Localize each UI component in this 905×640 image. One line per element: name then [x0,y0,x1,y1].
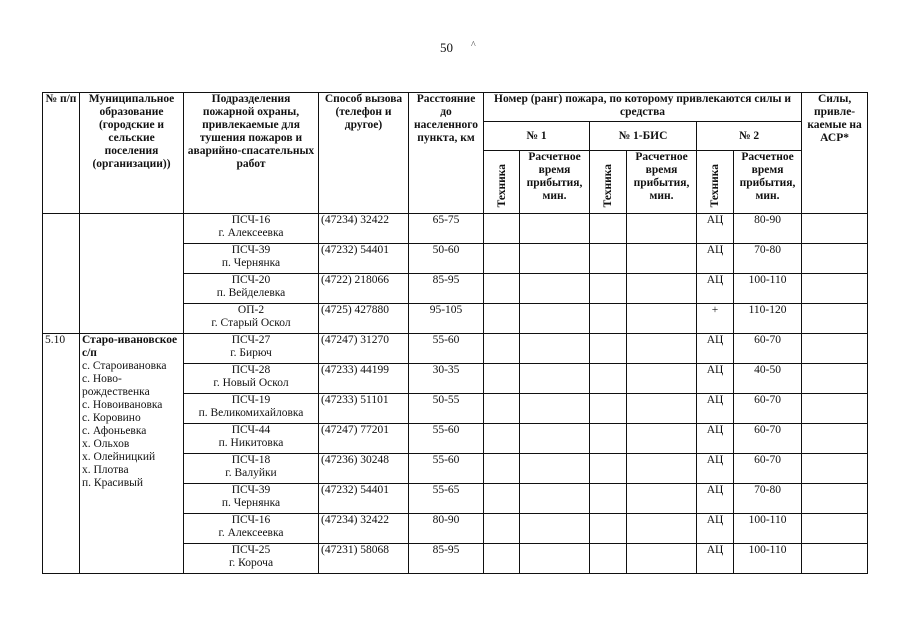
unit-cell [184,454,319,484]
unit-location: п. Великомихайловка [198,407,304,419]
arrival-1bis-cell [627,244,697,274]
tech-1bis-cell [590,454,627,484]
unit-location: г. Старый Оскол [211,317,291,329]
tech-2-cell: АЦ [697,334,734,364]
settlement-item: с. Афоньевка [82,425,147,437]
arrival-1bis-cell [627,424,697,454]
phone-cell: (47236) 30248 [319,454,409,484]
asr-cell [802,274,868,304]
municipality-name: Старо-ивановское с/п [82,334,178,359]
tech-1-cell [484,214,520,244]
header-distance: Расстояние до населенного пункта, км [409,93,484,214]
distance-cell: 30-35 [409,364,484,394]
unit-cell [184,514,319,544]
tech-2-cell: + [697,304,734,334]
unit-name: ПСЧ-19 [231,394,271,406]
arrival-2-cell: 70-80 [734,244,802,274]
municipal-cell [80,214,184,334]
arrival-2-cell: 60-70 [734,424,802,454]
distance-cell: 50-60 [409,244,484,274]
distance-cell: 55-60 [409,334,484,364]
asr-cell [802,304,868,334]
arrival-2-cell: 110-120 [734,304,802,334]
tech-1bis-cell [590,304,627,334]
header-subdivisions: Подразделения пожарной охраны, привлекаемые для тушения пожаров и аварийно-спасательных работ [184,93,319,214]
phone-cell: (47231) 58068 [319,544,409,574]
header-tech-1bis: Техника [590,151,627,214]
distance-cell: 95-105 [409,304,484,334]
arrival-1-cell [520,334,590,364]
arrival-1-cell [520,484,590,514]
tech-1-cell [484,424,520,454]
arrival-2-cell: 80-90 [734,214,802,244]
unit-cell [184,304,319,334]
tech-2-cell: АЦ [697,424,734,454]
tech-1-cell [484,334,520,364]
tech-1-cell [484,364,520,394]
tech-1bis-cell [590,514,627,544]
arrival-2-cell: 100-110 [734,544,802,574]
unit-location: п. Чернянка [221,497,281,509]
arrival-1bis-cell [627,514,697,544]
arrival-1bis-cell [627,304,697,334]
arrival-1-cell [520,514,590,544]
distance-cell: 55-60 [409,424,484,454]
distance-cell: 85-95 [409,544,484,574]
arrival-2-cell: 40-50 [734,364,802,394]
tech-1-cell [484,514,520,544]
arrival-1bis-cell [627,274,697,304]
unit-location: г. Валуйки [225,467,277,479]
unit-location: г. Алексеевка [218,227,284,239]
asr-cell [802,214,868,244]
settlement-item: п. Красивый [82,477,143,489]
unit-name: ПСЧ-16 [231,214,271,226]
header-municipal: Муниципальное образование (городские и сельские поселения (организации)) [80,93,184,214]
distance-cell: 50-55 [409,394,484,424]
tech-2-cell: АЦ [697,484,734,514]
asr-cell [802,424,868,454]
distance-cell: 55-65 [409,484,484,514]
arrival-1-cell [520,214,590,244]
table-row [43,214,868,244]
unit-cell [184,244,319,274]
distance-cell: 65-75 [409,214,484,244]
header-num: № п/п [43,93,80,214]
unit-location: п. Вейделевка [216,287,286,299]
header-arrival-1bis: Расчетное время прибытия, мин. [627,151,697,214]
unit-cell [184,394,319,424]
tech-1-cell [484,454,520,484]
arrival-2-cell: 60-70 [734,454,802,484]
header-fire-rank: Номер (ранг) пожара, по которому привлекаются силы и средства [484,93,802,122]
phone-cell: (47233) 51101 [319,394,409,424]
arrival-1-cell [520,394,590,424]
tech-1bis-cell [590,364,627,394]
tech-1bis-cell [590,244,627,274]
asr-cell [802,544,868,574]
arrival-1bis-cell [627,334,697,364]
phone-cell: (47233) 44199 [319,364,409,394]
unit-cell [184,274,319,304]
unit-name: ПСЧ-16 [231,514,271,526]
unit-cell [184,424,319,454]
unit-cell [184,544,319,574]
unit-name: ПСЧ-44 [231,424,271,436]
tech-1bis-cell [590,214,627,244]
arrival-1bis-cell [627,394,697,424]
header-rank-2: № 2 [697,122,802,151]
unit-location: г. Новый Оскол [213,377,289,389]
arrival-1-cell [520,454,590,484]
unit-name: ПСЧ-39 [231,244,271,256]
tech-1bis-cell [590,544,627,574]
section-number: 5.10 [43,334,80,574]
settlement-item: с. Ново-рождественка [82,373,150,398]
header-asr: Силы, привле-каемые на АСР* [802,93,868,214]
unit-name: ОП-2 [237,304,265,316]
unit-cell [184,214,319,244]
arrival-2-cell: 60-70 [734,334,802,364]
arrival-1bis-cell [627,544,697,574]
asr-cell [802,514,868,544]
num-cell [43,214,80,334]
arrival-1-cell [520,244,590,274]
tech-1bis-cell [590,394,627,424]
fire-forces-table [42,92,868,574]
asr-cell [802,364,868,394]
unit-location: г. Алексеевка [218,527,284,539]
tech-1bis-cell [590,334,627,364]
table-row [43,334,868,364]
tech-1-cell [484,394,520,424]
arrival-1-cell [520,424,590,454]
distance-cell: 80-90 [409,514,484,544]
phone-cell: (47247) 31270 [319,334,409,364]
tech-2-cell: АЦ [697,214,734,244]
unit-cell [184,364,319,394]
unit-name: ПСЧ-18 [231,454,271,466]
settlement-item: х. Плотва [82,464,129,476]
header-arrival-2: Расчетное время прибытия, мин. [734,151,802,214]
arrival-1bis-cell [627,454,697,484]
asr-cell [802,484,868,514]
header-tech-2: Техника [697,151,734,214]
tech-2-cell: АЦ [697,514,734,544]
phone-cell: (47234) 32422 [319,214,409,244]
unit-name: ПСЧ-25 [231,544,271,556]
municipal-cell [80,334,184,574]
asr-cell [802,454,868,484]
settlement-item: с. Новоивановка [82,399,163,411]
arrival-1bis-cell [627,364,697,394]
arrival-2-cell: 100-110 [734,274,802,304]
header-call-method: Способ вызова (телефон и другое) [319,93,409,214]
unit-name: ПСЧ-28 [231,364,271,376]
header-rank-1: № 1 [484,122,590,151]
header-arrival-1: Расчетное время прибытия, мин. [520,151,590,214]
unit-name: ПСЧ-39 [231,484,271,496]
tech-1-cell [484,544,520,574]
phone-cell: (47247) 77201 [319,424,409,454]
settlement-item: с. Староивановка [82,360,167,372]
tech-1-cell [484,244,520,274]
settlement-item: х. Ольхов [82,438,130,450]
distance-cell: 55-60 [409,454,484,484]
settlement-item: с. Коровино [82,412,141,424]
asr-cell [802,244,868,274]
tech-1bis-cell [590,274,627,304]
tech-1-cell [484,304,520,334]
asr-cell [802,334,868,364]
arrival-1bis-cell [627,214,697,244]
unit-location: п. Чернянка [221,257,281,269]
header-rank-1-bis: № 1-БИС [590,122,697,151]
tech-2-cell: АЦ [697,394,734,424]
tech-2-cell: АЦ [697,274,734,304]
unit-name: ПСЧ-20 [231,274,271,286]
arrival-1-cell [520,304,590,334]
arrival-1bis-cell [627,484,697,514]
arrival-2-cell: 60-70 [734,394,802,424]
tech-1-cell [484,274,520,304]
settlement-item: х. Олейницкий [82,451,156,463]
unit-location: п. Никитовка [218,437,284,449]
unit-name: ПСЧ-27 [231,334,271,346]
tech-1-cell [484,484,520,514]
phone-cell: (4722) 218066 [319,274,409,304]
arrival-2-cell: 70-80 [734,484,802,514]
phone-cell: (47234) 32422 [319,514,409,544]
arrival-1-cell [520,364,590,394]
page-number: 50 [440,40,453,55]
tech-2-cell: АЦ [697,364,734,394]
tech-2-cell: АЦ [697,544,734,574]
arrival-1-cell [520,544,590,574]
unit-location: г. Бирюч [230,347,272,359]
page-mark: ^ [471,40,476,51]
asr-cell [802,394,868,424]
distance-cell: 85-95 [409,274,484,304]
arrival-1-cell [520,274,590,304]
unit-cell [184,334,319,364]
unit-location: г. Короча [228,557,274,569]
tech-1bis-cell [590,484,627,514]
phone-cell: (47232) 54401 [319,484,409,514]
phone-cell: (47232) 54401 [319,244,409,274]
header-tech-1: Техника [484,151,520,214]
arrival-2-cell: 100-110 [734,514,802,544]
unit-cell [184,484,319,514]
phone-cell: (4725) 427880 [319,304,409,334]
tech-1bis-cell [590,424,627,454]
tech-2-cell: АЦ [697,454,734,484]
tech-2-cell: АЦ [697,244,734,274]
